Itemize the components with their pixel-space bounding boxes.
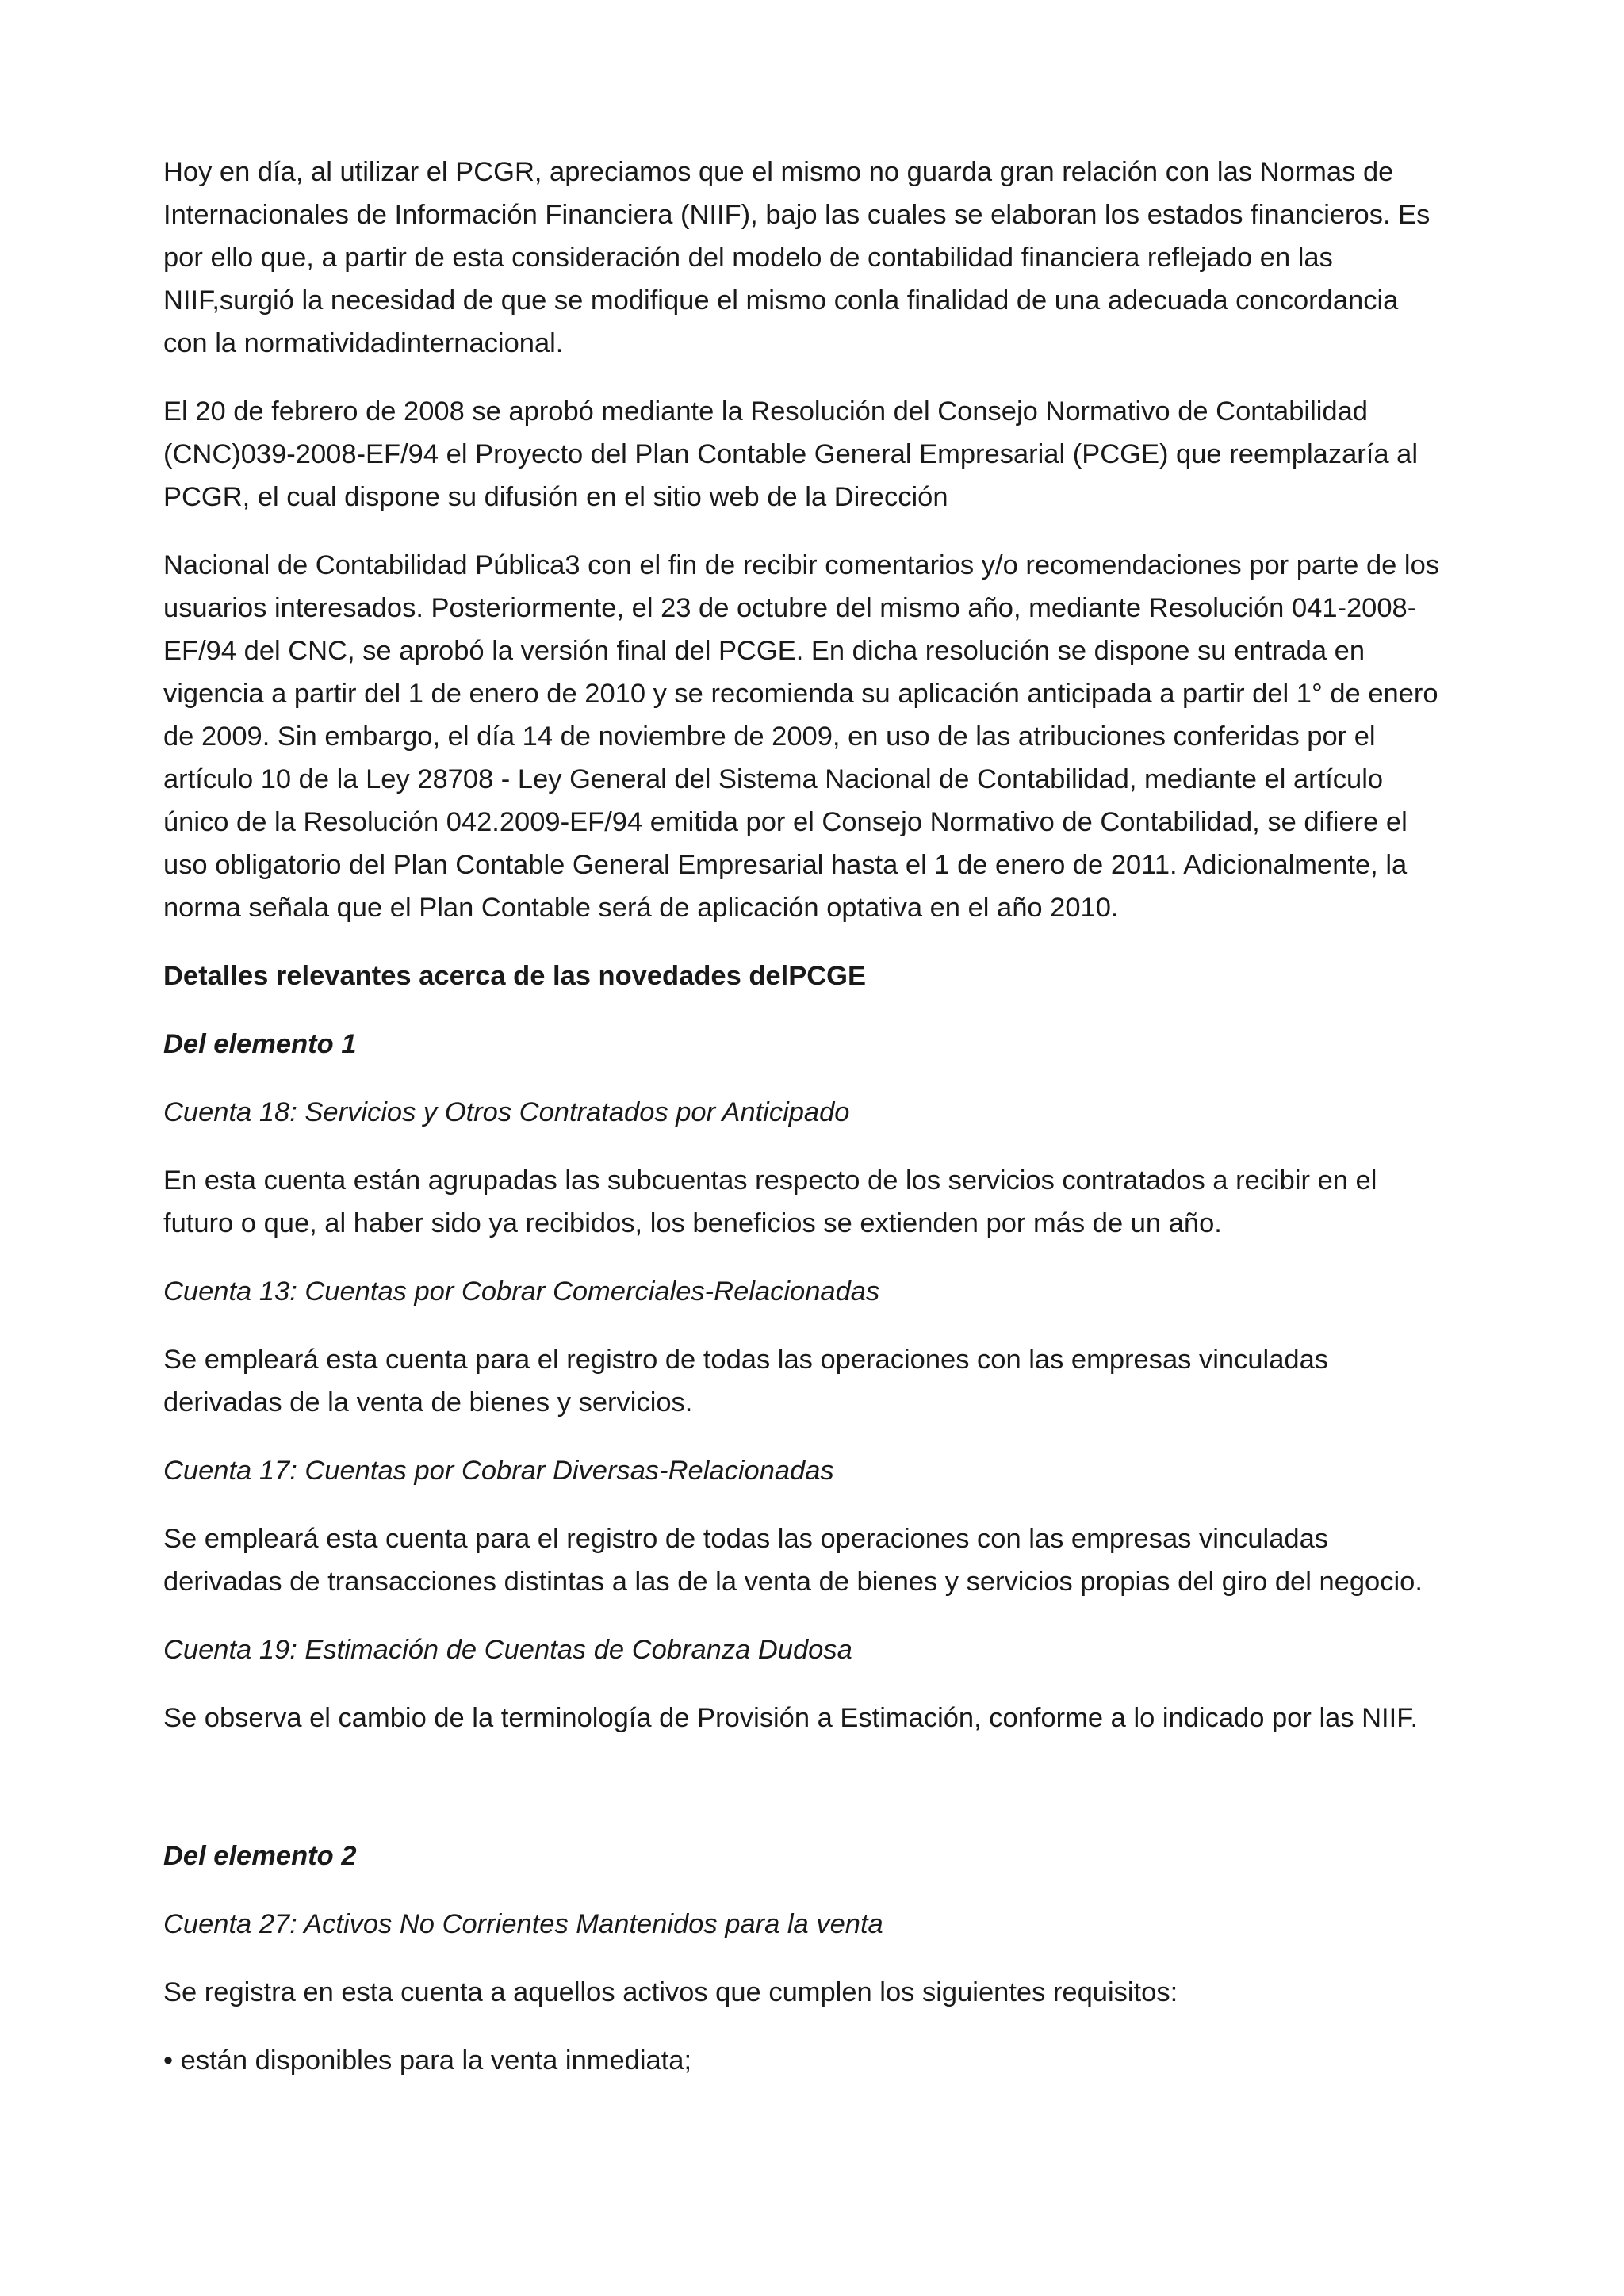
account-19-title: Cuenta 19: Estimación de Cuentas de Cobranza Dudosa	[163, 1635, 852, 1665]
account-19-text: Se observa el cambio de la terminología de Provisión a Estimación, conforme a lo indicado por las NIIF.	[163, 1703, 1419, 1733]
section-heading: Detalles relevantes acerca de las novedades delPCGE	[163, 961, 866, 991]
resolution-paragraph: El 20 de febrero de 2008 se aprobó mediante la Resolución del Consejo Normativo de Contabilidad (CNC)039-2008-EF/94 el Proyecto del Plan Contable General Empresarial (PCGE) que reemplazaría al PCGR, el cual dispone su difusión en el sitio web de la Dirección	[163, 396, 1418, 512]
account-13-title: Cuenta 13: Cuentas por Cobrar Comerciales-Relacionadas	[163, 1276, 880, 1307]
document-page	[163, 151, 1448, 2107]
element-1-heading: Del elemento 1	[163, 1029, 357, 1059]
national-accounting-paragraph: Nacional de Contabilidad Pública3 con el fin de recibir comentarios y/o recomendaciones por parte de los usuarios interesados. Posteriormente, el 23 de octubre del mismo año, mediante Resolución 041-2008-EF/94 del CNC, se aprobó la versión final del PCGE. En dicha resolución se dispone su entrada en vigencia a partir del 1 de enero de 2010 y se recomienda su aplicación anticipada a partir del 1° de enero de 2009. Sin embargo, el día 14 de noviembre de 2009, en uso de las atribuciones conferidas por el artículo 10 de la Ley 28708 - Ley General del Sistema Nacional de Contabilidad, mediante el artículo único de la Resolución 042.2009-EF/94 emitida por el Consejo Normativo de Contabilidad, se difiere el uso obligatorio del Plan Contable General Empresarial hasta el 1 de enero de 2011. Adicionalmente, la norma señala que el Plan Contable será de aplicación optativa en el año 2010.	[163, 550, 1440, 923]
element-2-heading: Del elemento 2	[163, 1841, 357, 1871]
account-18-text: En esta cuenta están agrupadas las subcuentas respecto de los servicios contratados a recibir en el futuro o que, al haber sido ya recibidos, los beneficios se extienden por más de un año.	[163, 1165, 1377, 1238]
account-27-text: Se registra en esta cuenta a aquellos activos que cumplen los siguientes requisitos:	[163, 1977, 1178, 2007]
account-18-title: Cuenta 18: Servicios y Otros Contratados por Anticipado	[163, 1097, 850, 1127]
account-27-title: Cuenta 27: Activos No Corrientes Mantenidos para la venta	[163, 1909, 883, 1939]
account-17-text: Se empleará esta cuenta para el registro de todas las operaciones con las empresas vinculadas derivadas de transacciones distintas a las de la venta de bienes y servicios propias del giro del negocio.	[163, 1524, 1423, 1597]
account-17-title: Cuenta 17: Cuentas por Cobrar Diversas-Relacionadas	[163, 1456, 834, 1486]
account-13-text: Se empleará esta cuenta para el registro de todas las operaciones con las empresas vinculadas derivadas de la venta de bienes y servicios.	[163, 1345, 1329, 1418]
intro-paragraph: Hoy en día, al utilizar el PCGR, apreciamos que el mismo no guarda gran relación con las Normas de Internacionales de Información Financiera (NIIF), bajo las cuales se elaboran los estados financieros. Es por ello que, a partir de esta consideración del modelo de contabilidad financiera reflejado en las NIIF,surgió la necesidad de que se modifique el mismo conla finalidad de una adecuada concordancia con la normatividadinternacional.	[163, 157, 1431, 358]
bullet-item: • están disponibles para la venta inmediata;	[163, 2045, 692, 2076]
